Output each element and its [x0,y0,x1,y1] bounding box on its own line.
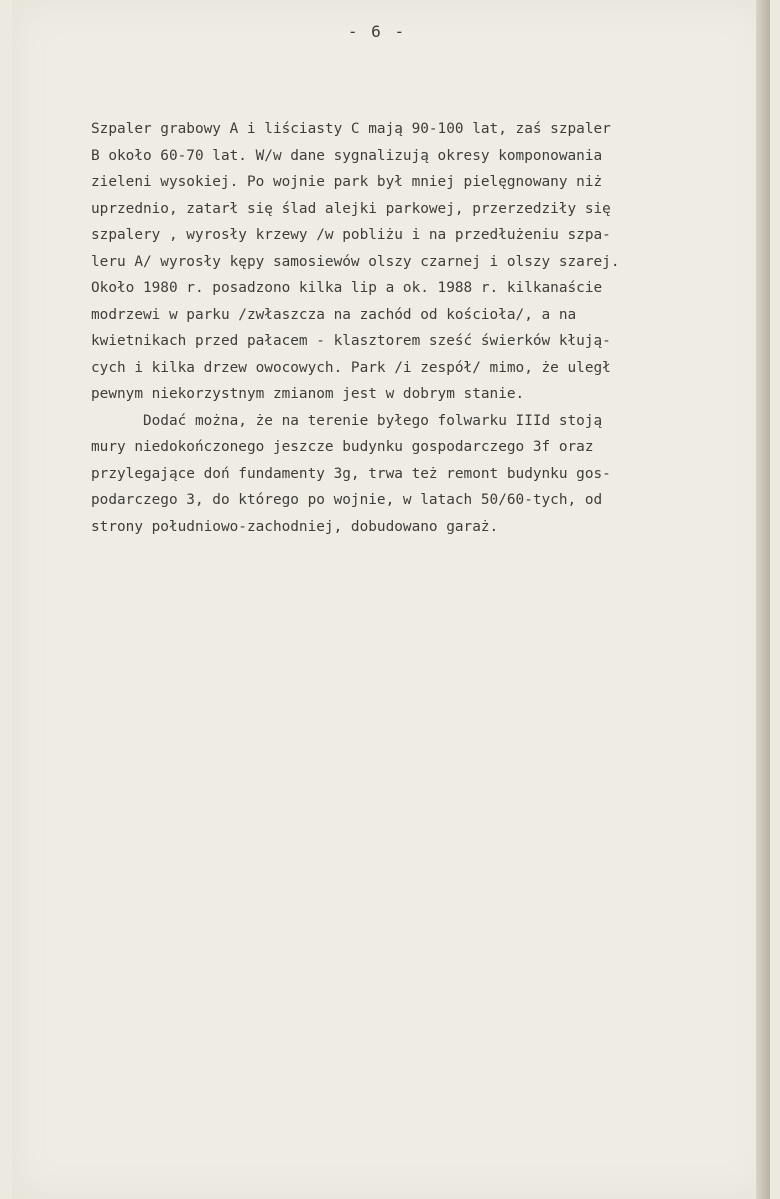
text-line: szpalery , wyrosły krzewy /w pobliżu i na przedłużeniu szpa- [91,227,611,243]
text-line: strony południowo-zachodniej, dobudowano garaż. [91,518,499,535]
document-page [12,0,770,1199]
text-line: kwietnikach przed pałacem - klasztorem sześć świerków kłują- [91,333,611,349]
text-line: Około 1980 r. posadzono kilka lip a ok. 1988 r. kilkanaście [91,280,603,296]
text-line: Dodać można, że na terenie byłego folwarku IIId stoją [91,412,603,429]
text-line: mury niedokończonego jeszcze budynku gospodarczego 3f oraz [91,439,594,455]
page-number: - 6 - [347,22,407,41]
text-line: podarczego 3, do którego po wojnie, w latach 50/60-tych, od [91,492,603,508]
body-text [91,116,780,540]
text-line: zieleni wysokiej. Po wojnie park był mniej pielęgnowany niż [91,174,603,190]
text-line: cych i kilka drzew owocowych. Park /i zespół/ mimo, że uległ [91,359,611,376]
text-line: B około 60-70 lat. W/w dane sygnalizują okresy komponowania [91,147,603,164]
text-line: przylegające doń fundamenty 3g, trwa też remont budynku gos- [91,465,611,482]
text-line: modrzewi w parku /zwłaszcza na zachód od kościoła/, a na [91,306,577,323]
text-line: uprzednio, zatarł się ślad alejki parkowej, przerzedziły się [91,200,611,217]
text-line: Szpaler grabowy A i liściasty C mają 90-100 lat, zaś szpaler [91,121,611,137]
text-line: leru A/ wyrosły kępy samosiewów olszy czarnej i olszy szarej. [91,253,620,270]
text-line: pewnym niekorzystnym zmianom jest w dobrym stanie. [91,386,525,402]
